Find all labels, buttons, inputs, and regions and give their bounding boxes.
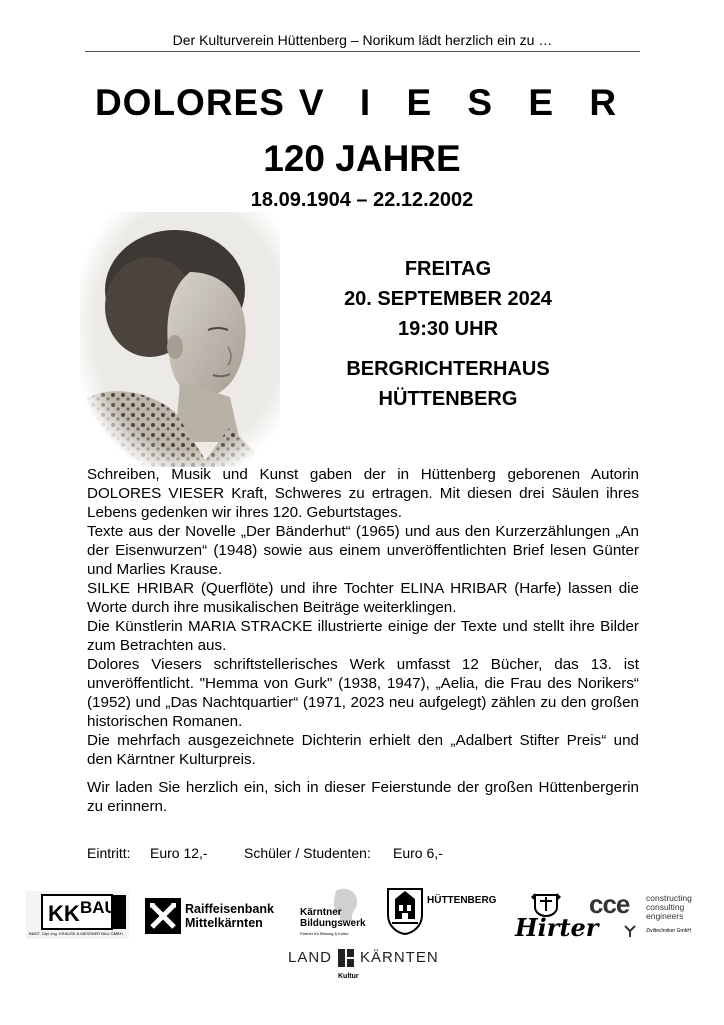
paragraph-invitation: Wir laden Sie herzlich ein, sich in dieser Feierstunde der großen Hüttenbergerin zu erinnern. [87, 779, 639, 815]
sponsor-logos [0, 885, 724, 1025]
huettenberg-logo [386, 887, 511, 947]
cce-logo [589, 889, 709, 943]
land-kaernten-logo [288, 949, 438, 989]
paragraph-writing-music-art: Schreiben, Musik und Kunst gaben der in Hüttenberg geborenen Autorin DOLORES VIESER Kraft, Schweres zu ertragen. Mit diesen drei Säulen ihres Lebens gedenken wir ihres 120. Geburtstages. [87, 466, 639, 521]
kbau-subtitle: BMST. Dipl.-Ing. KRAUSE & MESSNER BAU GMBH [29, 931, 123, 936]
paragraph-awards: Die mehrfach ausgezeichnete Dichterin erhielt den „Adalbert Stifter Preis“ und den Kärntner Kulturpreis. [87, 732, 639, 768]
cce-subtitle: Ziviltechniker GmbH [646, 928, 692, 934]
author-portrait [80, 212, 280, 467]
raiffeisen-logo [145, 898, 275, 934]
land-kaernten-left: LAND [288, 949, 333, 966]
lifespan-dates: 18.09.1904 – 22.12.2002 [250, 189, 474, 211]
author-name-title [40, 82, 684, 124]
student-price: Euro 6,- [393, 845, 443, 861]
paragraph-music: SILKE HRIBAR (Querflöte) und ihre Tochter ELINA HRIBAR (Harfe) lassen die Worte durch ihre musikalischen Beiträge weiterklingen. [87, 580, 639, 616]
entry-price: Euro 12,- [150, 845, 208, 861]
cce-line-3: engineers [646, 911, 684, 921]
kbau-name: BAU [80, 898, 117, 917]
cce-plant-icon [623, 925, 637, 937]
paragraph-art: Die Künstlerin MARIA STRACKE illustrierte einige der Texte und stellt ihre Bilder zum Betrachten aus. [87, 618, 639, 654]
land-kaernten-subtitle: Kultur [338, 973, 359, 980]
bildungswerk-subtitle: Partner für Bildung & Kultur [300, 931, 349, 936]
paragraph-works: Dolores Viesers schriftstellerisches Werk umfasst 12 Bücher, das 13. ist unveröffentlicht. "Hemma von Gurk" (1938, 1947), „Aelia, die Frau des Norikers“ (1952) und „Das Nachtquartier“ (1971, 2023 neu aufgelegt) zählen zu den großen historischen Romanen. [87, 656, 639, 730]
student-label: Schüler / Studenten: [244, 845, 371, 861]
svg-text:KK: KK [48, 901, 80, 926]
hirter-name: Hirter [515, 913, 599, 942]
cce-mark: cce [589, 889, 630, 919]
paragraph-readings: Texte aus der Novelle „Der Bänderhut“ (1965) und aus den Kurzerzählungen „An der Eisenwurzen“ (1948) sowie aus einem unveröffentlichten Brief lesen Günter und Marlies Krause. [87, 523, 639, 578]
raiffeisen-line-1: Raiffeisenbank [185, 902, 274, 916]
event-day: FREITAG [404, 258, 492, 280]
raiffeisen-line-2: Mittelkärnten [185, 916, 263, 930]
huettenberg-coat-of-arms-icon [386, 887, 424, 935]
huettenberg-name: HÜTTENBERG [427, 895, 497, 906]
bildungswerk-line-2: Bildungswerk [300, 918, 366, 929]
raiffeisen-cross-icon [145, 898, 181, 934]
event-date: 20. SEPTEMBER 2024 [344, 288, 552, 310]
author-first-name: DOLORES [94, 82, 285, 123]
cce-line-2: consulting [646, 902, 685, 912]
event-time: 19:30 UHR [397, 318, 499, 340]
kbau-logo [26, 891, 129, 939]
land-kaernten-emblem-icon [338, 949, 354, 967]
entry-label: Eintritt: [87, 845, 131, 861]
cce-line-1: constructing [646, 893, 692, 903]
hirter-logo [515, 891, 599, 943]
venue-line-1: BERGRICHTERHAUS [346, 358, 550, 380]
author-last-name: V I E S E R [298, 82, 630, 123]
invitation-header: Der Kulturverein Hüttenberg – Norikum lädt herzlich ein zu … [85, 32, 640, 52]
bildungswerk-line-1: Kärntner [300, 907, 342, 918]
venue-line-2: HÜTTENBERG [378, 388, 518, 410]
event-description [87, 465, 639, 816]
anniversary-title: 120 JAHRE [263, 138, 461, 179]
admission-prices [87, 845, 443, 861]
event-datetime [298, 254, 598, 344]
bildungswerk-logo [300, 887, 370, 942]
land-kaernten-right: KÄRNTEN [360, 949, 439, 966]
event-venue [298, 354, 598, 414]
